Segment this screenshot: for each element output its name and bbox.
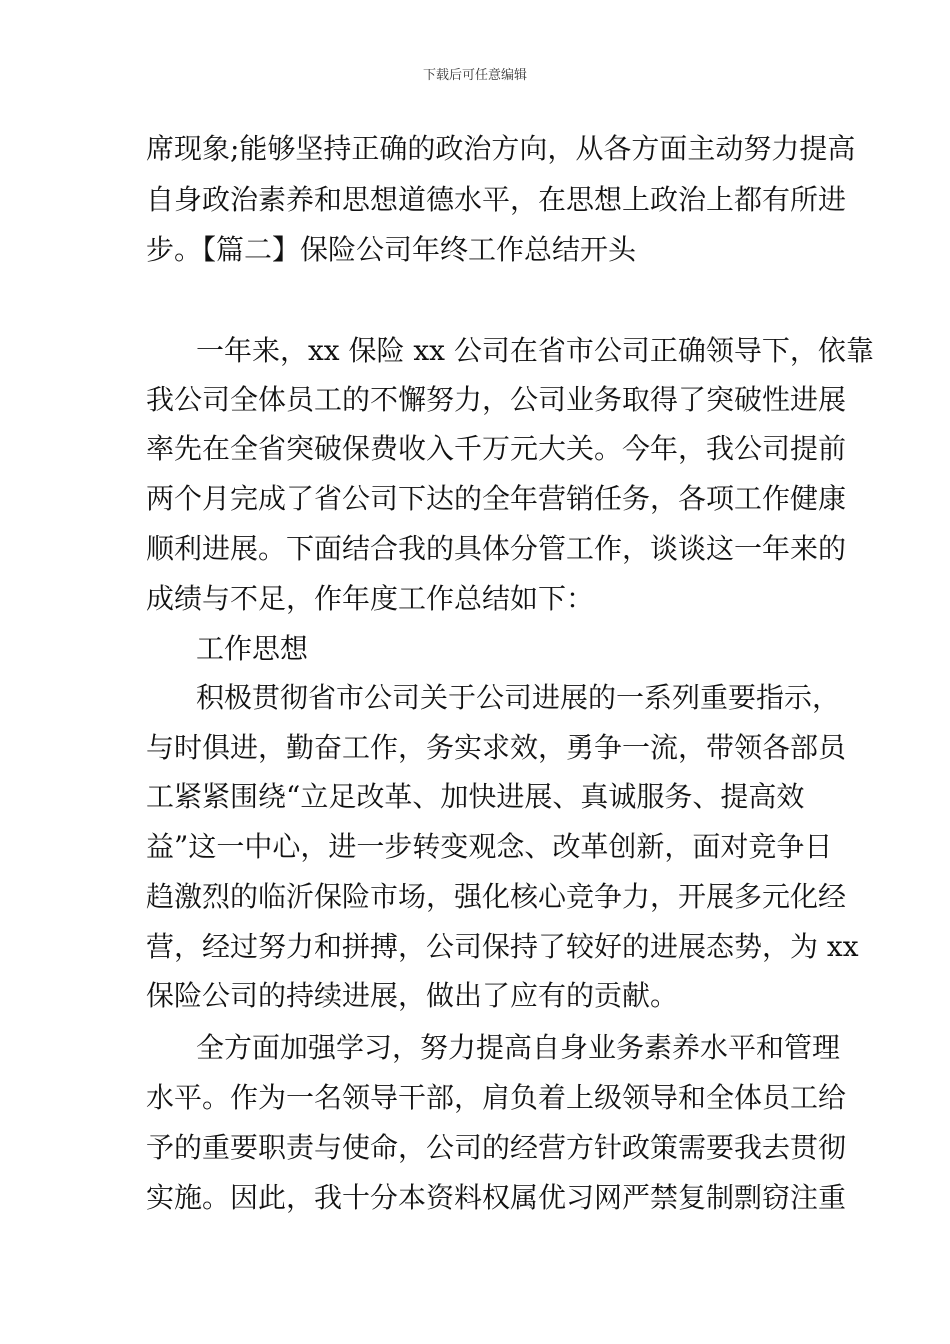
section-heading: 工作思想 [196,632,309,665]
paragraph-line: 趋激烈的临沂保险市场，强化核心竞争力，开展多元化经 [146,880,847,913]
paragraph-line: 予的重要职责与使命，公司的经营方针政策需要我去贯彻 [146,1131,847,1164]
paragraph-line: 积极贯彻省市公司关于公司进展的一系列重要指示， [196,681,841,714]
paragraph-line: 全方面加强学习，努力提高自身业务素养水平和管理 [196,1031,841,1064]
paragraph-line: 与时俱进，勤奋工作，务实求效，勇争一流，带领各部员 [146,731,847,764]
paragraph-line: 步。【篇二】保险公司年终工作总结开头 [146,233,637,266]
paragraph-line: 水平。作为一名领导干部，肩负着上级领导和全体员工给 [146,1081,847,1114]
paragraph-line: 成绩与不足，作年度工作总结如下： [146,582,595,615]
paragraph-line: 率先在全省突破保费收入千万元大关。今年，我公司提前 [146,432,847,465]
page-header: 下载后可任意编辑 [422,68,527,83]
paragraph-line: 实施。因此，我十分本资料权属优习网严禁复制剽窃注重 [146,1181,847,1214]
paragraph-line: 自身政治素养和思想道德水平，在思想上政治上都有所进 [146,183,847,216]
paragraph-line: 席现象;能够坚持正确的政治方向，从各方面主动努力提高 [146,132,856,165]
paragraph-line: 两个月完成了省公司下达的全年营销任务，各项工作健康 [146,482,847,515]
paragraph-line: 我公司全体员工的不懈努力，公司业务取得了突破性进展 [146,383,847,416]
paragraph-line: 营，经过努力和拼搏，公司保持了较好的进展态势，为 xx [146,930,859,963]
paragraph-line: 一年来，xx 保险 xx 公司在省市公司正确领导下，依靠 [196,334,874,367]
paragraph-line: 保险公司的持续进展，做出了应有的贡献。 [146,979,679,1012]
paragraph-line: 益”这一中心，进一步转变观念、改革创新，面对竞争日 [146,830,833,863]
paragraph-line: 工紧紧围绕“立足改革、加快进展、真诚服务、提高效 [146,780,805,813]
paragraph-line: 顺利进展。下面结合我的具体分管工作，谈谈这一年来的 [146,532,847,565]
